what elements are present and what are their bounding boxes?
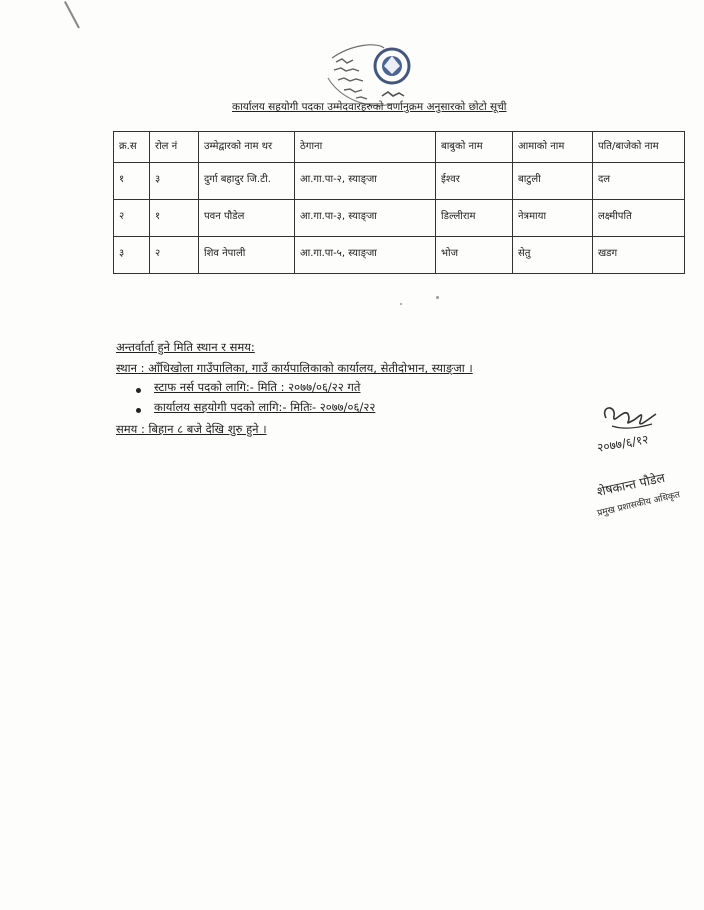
cell-father: डिल्लीराम (436, 200, 513, 237)
cell-address: आ.गा.पा-२, स्याङ्जा (295, 163, 436, 200)
scan-mark (64, 1, 80, 28)
shortlist-table (113, 131, 685, 274)
table-header-row (114, 132, 685, 163)
cell-mother: नेत्रमाया (513, 200, 593, 237)
table-row (114, 237, 685, 274)
bullet-icon (136, 388, 141, 393)
signature-date: २०७७/६/१२ (596, 432, 650, 455)
staff-nurse-date: स्टाफ नर्स पदको लागि:- मिति : २०७७/०६/२२ गते (154, 380, 361, 394)
col-header-name: उम्मेद्वारको नाम थर (199, 132, 295, 163)
col-header-spouse-grandfather: पति/बाजेको नाम (593, 132, 685, 163)
scan-speck (400, 303, 402, 305)
col-header-address: ठेगाना (295, 132, 436, 163)
cell-mother: सेतु (513, 237, 593, 274)
office-assistant-date: कार्यालय सहयोगी पदको लागि:- मितिः- २०७७/०६/२२ (154, 400, 376, 414)
interview-heading: अन्तर्वार्ता हुने मिति स्थान र समय: (116, 340, 255, 354)
document-title: कार्यालय सहयोगी पदका उम्मेदवारहरुको वर्णानुक्रम अनुसारको छोटो सूची (232, 101, 507, 113)
signatory-name: शेषकान्त पौडेल (595, 469, 667, 499)
cell-sn: १ (114, 163, 150, 200)
cell-spouse-grandfather: लक्ष्मीपति (593, 200, 685, 237)
interview-place: स्थान : आँधिखोला गाउँपालिका, गाउँ कार्यपालिकाको कार्यालय, सेतीदोभान, स्याङ्जा । (116, 361, 473, 375)
interview-time: समय : बिहान ८ बजे देखि शुरु हुने । (116, 422, 267, 436)
cell-roll: २ (150, 237, 199, 274)
table-row (114, 163, 685, 200)
signature-stamp (594, 400, 704, 530)
bullet-icon (136, 408, 141, 413)
cell-address: आ.गा.पा-३, स्याङ्जा (295, 200, 436, 237)
cell-sn: ३ (114, 237, 150, 274)
cell-sn: २ (114, 200, 150, 237)
cell-spouse-grandfather: खडग (593, 237, 685, 274)
signatory-designation: प्रमुख प्रशासकीय अधिकृत (596, 490, 682, 519)
cell-name: शिव नेपाली (199, 237, 295, 274)
cell-father: ईश्वर (436, 163, 513, 200)
col-header-sn: क्र.स (114, 132, 150, 163)
cell-spouse-grandfather: दल (593, 163, 685, 200)
cell-roll: १ (150, 200, 199, 237)
cell-roll: ३ (150, 163, 199, 200)
col-header-roll: रोल नं (150, 132, 199, 163)
cell-father: भोज (436, 237, 513, 274)
cell-name: दुर्गा बहादुर जि.टी. (199, 163, 295, 200)
col-header-father: बाबुको नाम (436, 132, 513, 163)
col-header-mother: आमाको नाम (513, 132, 593, 163)
cell-mother: बाटुली (513, 163, 593, 200)
table-row (114, 200, 685, 237)
cell-address: आ.गा.पा-५, स्याङ्जा (295, 237, 436, 274)
cell-name: पवन पौडेल (199, 200, 295, 237)
scan-speck (436, 296, 439, 299)
